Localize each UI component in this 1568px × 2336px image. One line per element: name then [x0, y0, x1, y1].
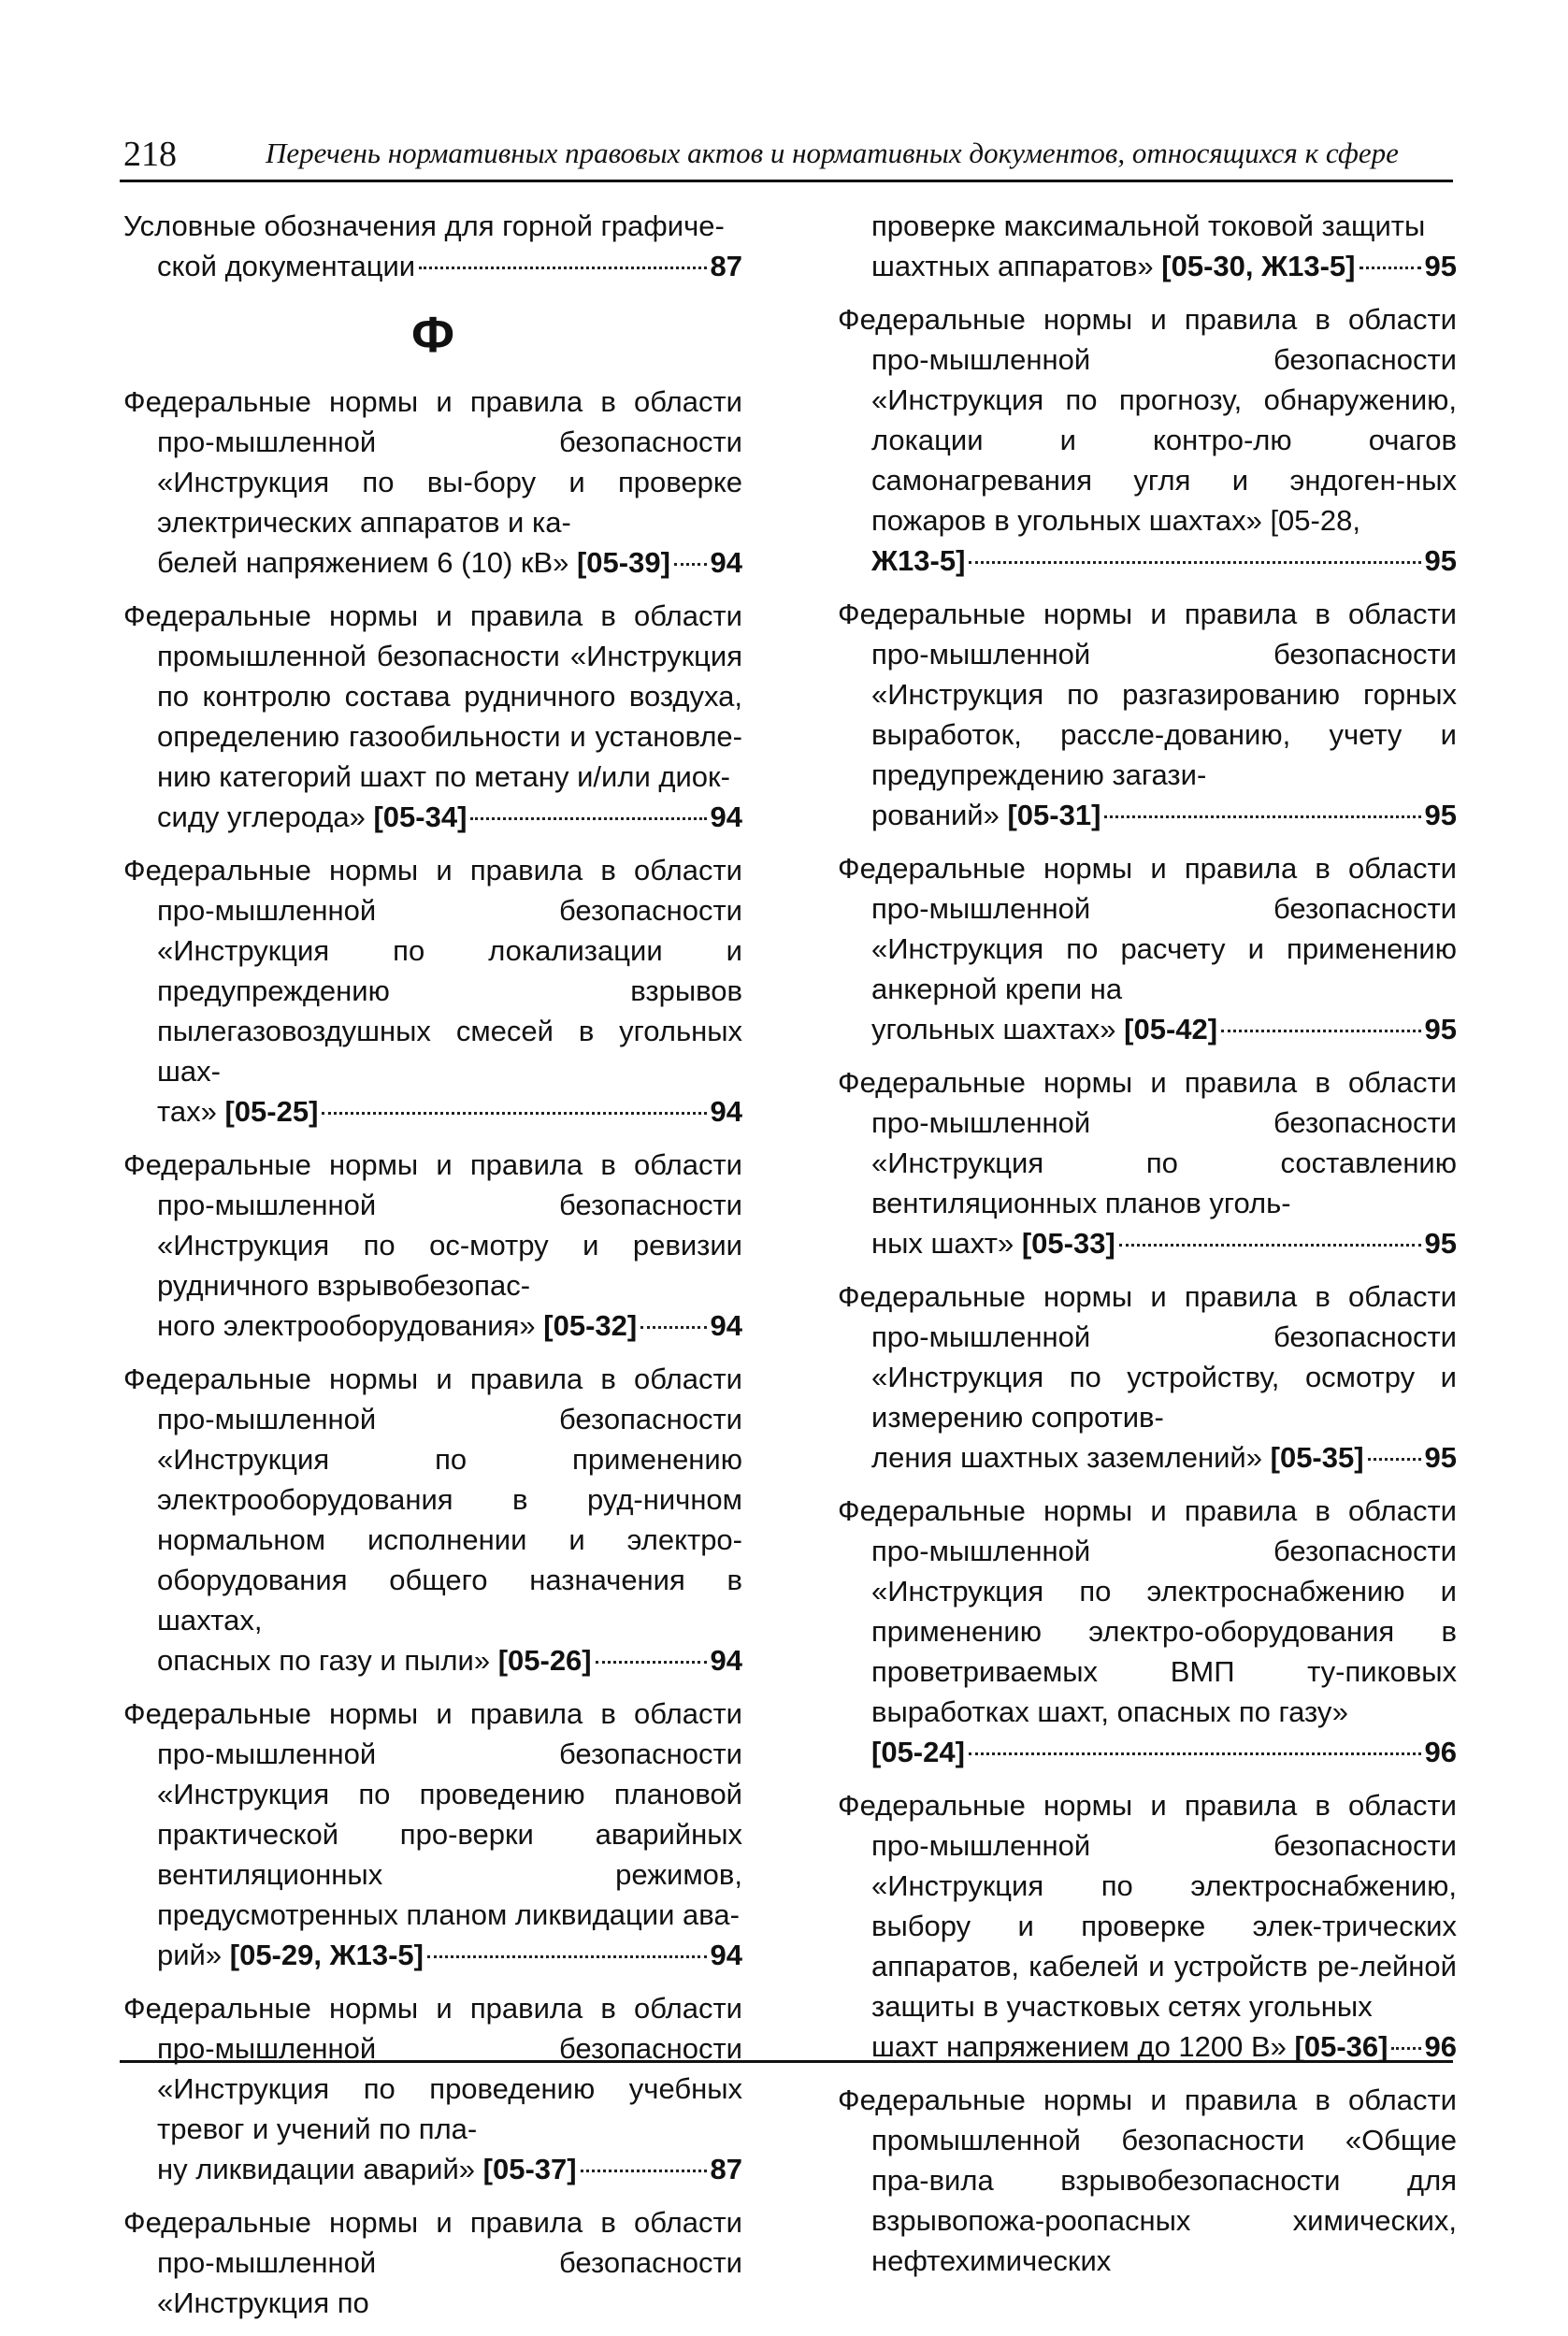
dot-leader: [1104, 815, 1420, 818]
dot-leader: [419, 267, 706, 269]
dot-leader: [1391, 2047, 1420, 2050]
dot-leader: [427, 1955, 707, 1958]
footer-rule: [120, 2060, 1453, 2063]
page-ref: 95: [1424, 1227, 1457, 1260]
entry-line: [838, 1437, 1457, 1478]
dot-leader: [1368, 1458, 1421, 1461]
index-entry: [123, 850, 742, 1132]
entry-text: Федеральные нормы и правила в области про-мышленной безопасности «Инструкция по составлению вентиляционных планов уголь-: [838, 1066, 1457, 1219]
right-column: [838, 206, 1457, 2294]
entry-text: Федеральные нормы и правила в области про-мышленной безопасности «Инструкция по электроснабжению и применению электро-оборудования в проветриваемых ВМП ту-пиковых выработках шахт, опасных по газу»: [838, 1494, 1457, 1728]
entry-text: Федеральные нормы и правила в области промышленной безопасности «Инструкция по контролю состава рудничного воздуха, определению газообильности и установле-нию категорий шахт по метану и/или диок-: [123, 599, 742, 793]
entry-line: [838, 1009, 1457, 1049]
entry-tail: угольных шахтах»: [871, 1013, 1116, 1045]
entry-tail: ской документации: [157, 250, 416, 282]
page-ref: 95: [1424, 1441, 1457, 1474]
index-entry: [123, 1145, 742, 1346]
page-ref: 94: [710, 1644, 742, 1677]
dot-leader: [969, 561, 1420, 564]
entry-line: [123, 1305, 742, 1346]
page-ref: 87: [710, 250, 742, 282]
entry-text: Федеральные нормы и правила в области про-мышленной безопасности «Инструкция по расчету и применению анкерной крепи на: [838, 852, 1457, 1005]
entry-tail: сиду углерода»: [157, 800, 366, 833]
entry-line: [123, 2149, 742, 2189]
entry-text: Федеральные нормы и правила в области про-мышленной безопасности «Инструкция по применению электрооборудования в руд-ничном нормальном исполнении и электро-оборудования общего назначения в шахтах,: [123, 1363, 742, 1637]
page-header: [120, 133, 1453, 182]
running-title: Перечень нормативных правовых актов и нормативных документов, относящихся к сфере: [266, 137, 1399, 169]
index-entry: [123, 2202, 742, 2323]
entry-line: [123, 1091, 742, 1132]
entry-text: Федеральные нормы и правила в области про-мышленной безопасности «Инструкция по вы-бору и проверке электрических аппаратов и ка-: [123, 385, 742, 539]
entry-text: Условные обозначения для горной графиче-: [123, 209, 725, 242]
document-code: [05-35]: [1270, 1441, 1364, 1474]
entry-text: Федеральные нормы и правила в области промышленной безопасности «Общие пра-вила взрывобезопасности для взрывопожа-роопасных химических, нефтехимических: [838, 2084, 1457, 2277]
page-ref: 95: [1424, 250, 1457, 282]
dot-leader: [581, 2170, 707, 2172]
page-ref: 94: [710, 1309, 742, 1342]
entry-tail: рий»: [157, 1939, 223, 1971]
index-entry: [838, 1785, 1457, 2067]
document-code: [05-36]: [1294, 2030, 1388, 2063]
entry-tail: ну ликвидации аварий»: [157, 2153, 476, 2185]
document-code: [05-34]: [373, 800, 468, 833]
index-entry: [123, 596, 742, 837]
page-ref: 96: [1424, 1736, 1457, 1768]
document-code: [05-30, Ж13-5]: [1161, 250, 1356, 282]
dot-leader: [674, 563, 707, 566]
index-entry: [838, 594, 1457, 835]
entry-tail: ления шахтных заземлений»: [871, 1441, 1262, 1474]
entry-text: Федеральные нормы и правила в области про-мышленной безопасности «Инструкция по электроснабжению, выбору и проверке элек-трических аппаратов, кабелей и устройств ре-лейной защиты в участковых сетях угольных: [838, 1789, 1457, 2023]
dot-leader: [322, 1112, 706, 1115]
entry-tail: ного электрооборудования»: [157, 1309, 536, 1342]
entry-text: Федеральные нормы и правила в области про-мышленной безопасности «Инструкция по прогнозу, обнаружению, локации и контро-лю очагов самонагревания угля и эндоген-ных пожаров в угольных шахтах» [05-28,: [838, 303, 1457, 537]
page-ref: 94: [710, 800, 742, 833]
entry-text: Федеральные нормы и правила в области про-мышленной безопасности «Инструкция по проведению плановой практической про-верки аварийных вентиляционных режимов, предусмотренных планом ликвидации ава-: [123, 1697, 742, 1931]
dot-leader: [640, 1326, 706, 1329]
dot-leader: [1359, 267, 1421, 269]
entry-line: [838, 1732, 1457, 1772]
entry-tail: шахт напряжением до 1200 В»: [871, 2030, 1287, 2063]
document-code: [05-32]: [543, 1309, 638, 1342]
index-entry: [123, 1359, 742, 1680]
index-entry: [838, 2080, 1457, 2281]
page-ref: 95: [1424, 544, 1457, 577]
index-entry: [838, 299, 1457, 581]
index-entry: [838, 206, 1457, 286]
entry-tail: тах»: [157, 1095, 217, 1128]
entry-text: Федеральные нормы и правила в области про-мышленной безопасности «Инструкция по ос-мотру и ревизии рудничного взрывобезопас-: [123, 1148, 742, 1302]
entry-line: [838, 541, 1457, 581]
entry-line: [123, 542, 742, 583]
document-code: [05-29, Ж13-5]: [229, 1939, 424, 1971]
entry-text: Федеральные нормы и правила в области про-мышленной безопасности «Инструкция по локализации и предупреждению взрывов пылегазовоздушных смесей в угольных шах-: [123, 854, 742, 1088]
entry-text: проверке максимальной токовой защиты: [871, 209, 1426, 242]
page-ref: 96: [1424, 2030, 1457, 2063]
index-entry: [838, 1062, 1457, 1263]
entry-tail: белей напряжением 6 (10) кВ»: [157, 546, 569, 579]
page-ref: 87: [710, 2153, 742, 2185]
page-ref: 95: [1424, 799, 1457, 831]
index-entry: [838, 1276, 1457, 1478]
entry-tail: ных шахт»: [871, 1227, 1014, 1260]
entry-text: Федеральные нормы и правила в области про-мышленной безопасности «Инструкция по устройству, осмотру и измерению сопротив-: [838, 1280, 1457, 1434]
dot-leader: [969, 1752, 1421, 1755]
entry-line: [123, 797, 742, 837]
index-entry: [123, 206, 742, 286]
document-code: [05-42]: [1124, 1013, 1218, 1045]
page-number: 218: [123, 135, 177, 174]
entry-text: Федеральные нормы и правила в области про-мышленной безопасности «Инструкция по: [123, 2206, 742, 2319]
dot-leader: [1119, 1244, 1421, 1247]
entry-line: [123, 1935, 742, 1975]
document-code: [05-33]: [1021, 1227, 1115, 1260]
index-entry: [838, 848, 1457, 1049]
index-entry: [838, 1491, 1457, 1772]
page-ref: 94: [710, 1939, 742, 1971]
entry-line: [838, 1223, 1457, 1263]
entry-text: Федеральные нормы и правила в области про-мышленной безопасности «Инструкция по разгазированию горных выработок, рассле-дованию, учету и предупреждению загази-: [838, 598, 1457, 791]
index-entry: [123, 1988, 742, 2189]
index-entry: [123, 382, 742, 583]
entry-tail: рований»: [871, 799, 1000, 831]
left-column: [123, 206, 742, 2336]
section-letter: Ф: [410, 307, 455, 363]
entry-tail: опасных по газу и пыли»: [157, 1644, 491, 1677]
index-entry: [123, 1694, 742, 1975]
document-code: [05-39]: [576, 546, 670, 579]
entry-line: [838, 795, 1457, 835]
dot-leader: [1221, 1030, 1420, 1032]
document-code: [05-25]: [224, 1095, 319, 1128]
page-ref: 94: [710, 546, 742, 579]
entry-line: [123, 246, 742, 286]
dot-leader: [470, 817, 706, 820]
page-ref: 94: [710, 1095, 742, 1128]
entry-tail: шахтных аппаратов»: [871, 250, 1154, 282]
document-code: [05-26]: [497, 1644, 592, 1677]
page-ref: 95: [1424, 1013, 1457, 1045]
entry-line: [838, 246, 1457, 286]
document-code: [05-37]: [482, 2153, 577, 2185]
document-code: [05-24]: [871, 1736, 965, 1768]
document-code: [05-31]: [1007, 799, 1101, 831]
entry-line: [123, 1640, 742, 1680]
entry-text: Федеральные нормы и правила в области про-мышленной безопасности «Инструкция по проведению учебных тревог и учений по пла-: [123, 1992, 742, 2145]
document-code: Ж13-5]: [871, 544, 966, 577]
dot-leader: [596, 1661, 707, 1664]
